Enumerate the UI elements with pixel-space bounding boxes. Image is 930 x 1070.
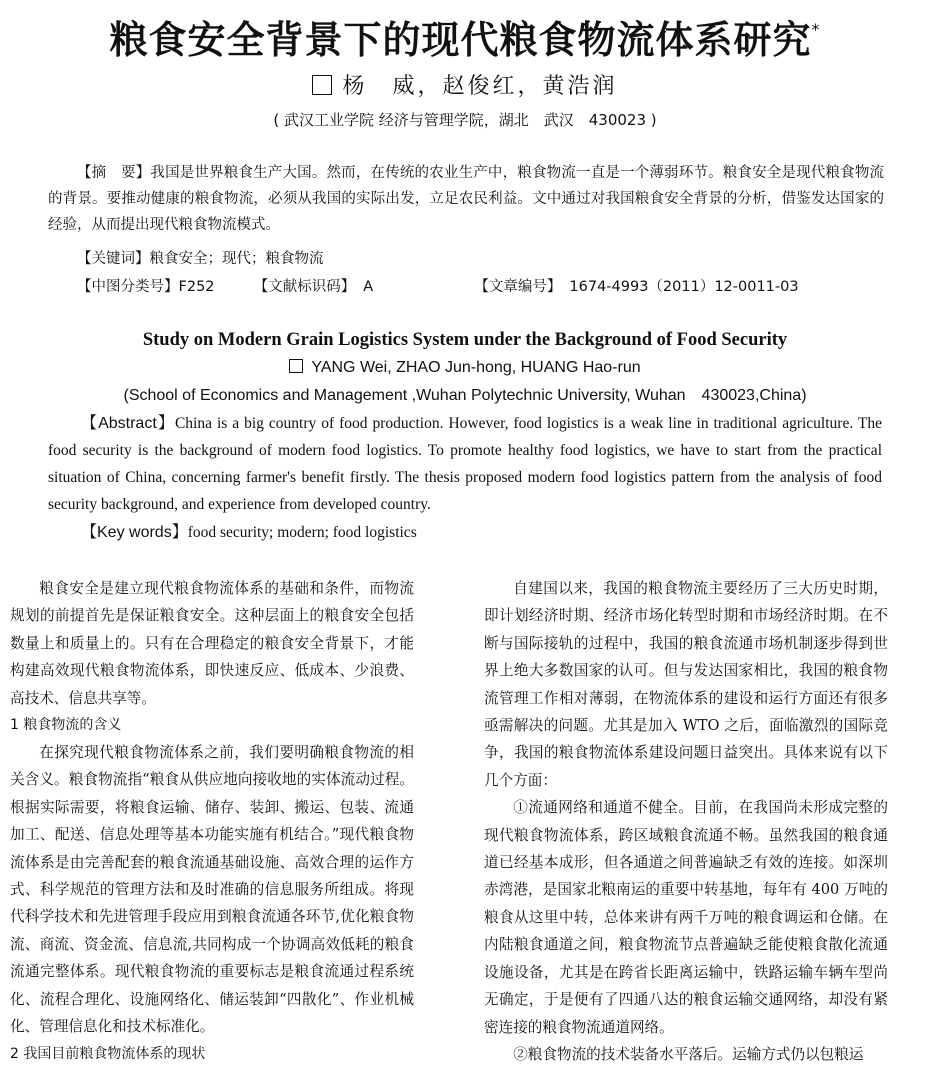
english-abstract-label: 【Abstract】	[81, 415, 175, 432]
abstract-label: 【摘 要】	[77, 165, 151, 181]
english-keywords-text: food security; modern; food logistics	[187, 524, 417, 541]
clc-label: 【中图分类号】	[77, 279, 179, 295]
affiliation: ( 武汉工业学院 经济与管理学院，湖北 武汉 430023 )	[273, 111, 657, 129]
classification-row	[48, 274, 913, 300]
title-footnote-mark: *	[811, 20, 821, 39]
body-paragraph: ②粮食物流的技术装备水平落后。运输方式仍以包粮运	[513, 1045, 864, 1063]
doc-code-label: 【文献标识码】	[253, 279, 356, 295]
english-abstract	[48, 410, 882, 518]
abstract-cn	[48, 160, 884, 238]
section-heading-1: 1 粮食物流的含义	[10, 717, 122, 734]
square-icon	[289, 359, 303, 373]
article-id-value: 1674-4993（2011）12-0011-03	[569, 279, 799, 295]
square-icon	[312, 75, 332, 95]
keywords-label: 【关键词】	[77, 251, 150, 267]
body-left-column	[10, 575, 414, 1068]
body-paragraph: 自建国以来，我国的粮食物流主要经历了三大历史时期，即计划经济时期、经济市场化转型时期和市场经济时期。在不断与国际接轨的过程中，我国的粮食流通市场机制逐步得到世界上绝大多数国家的认可。但与发达国家相比，我国的粮食物流管理工作相对薄弱，在物流体系的建设和运行方面还有很多亟需解决的问题。尤其是加入 WTO 之后，面临激烈的国际竞争，我国的粮食物流体系建设问题日益突出。具体来说有以下几个方面：	[484, 580, 888, 789]
english-abstract-text: China is a big country of food production. However, food logistics is a weak line in traditional agriculture. The food security is the background of modern food logistics. To promote healthy food logistics, we have to start from the practical situation of China, concerning farmer's benefit firstly. The thesis proposed modern food logistics pattern from the analysis of food security background, and experience from developed country.	[48, 415, 882, 513]
english-keywords	[81, 519, 417, 546]
paper-title: 粮食安全背景下的现代粮食物流体系研究*	[109, 18, 821, 62]
clc-value: F252	[178, 279, 215, 295]
body-paragraph: ①流通网络和通道不健全。目前，在我国尚未形成完整的现代粮食物流体系，跨区域粮食流通不畅。虽然我国的粮食通道已经基本成形，但各通道之间普遍缺乏有效的连接。如深圳赤湾港，是国家北粮南运的重要中转基地，每年有 400 万吨的粮食从这里中转，总体来讲有两千万吨的粮食调运和仓储。在内陆粮食通道之间，粮食物流节点普遍缺乏能使粮食散化流通设施设备，尤其是在跨省长距离运输中，铁路运输车辆车型尚无确定，于是便有了四通八达的粮食运输交通网络，却没有紧密连接的粮食物流通道网络。	[484, 799, 888, 1036]
keywords-cn	[48, 246, 913, 272]
english-keywords-label: 【Key words】	[81, 524, 188, 541]
keywords-text: 粮食安全；现代；粮食物流	[149, 251, 324, 267]
authors: 杨 威，赵俊红，黄浩润	[342, 74, 618, 99]
body-paragraph: 在探究现代粮食物流体系之前，我们要明确粮食物流的相关含义。粮食物流指“粮食从供应地向接收地的实体流动过程。根据实际需要，将粮食运输、储存、装卸、搬运、包装、流通加工、配送、信息处理等基本功能实施有机结合。”现代粮食物流体系是由完善配套的粮食流通基础设施、高效合理的运作方式、科学规范的管理方法和及时准确的信息服务所组成。将现代科学技术和先进管理手段应用到粮食流通各环节,优化粮食物流、商流、资金流、信息流,共同构成一个协调高效低耗的粮食流通完整体系。现代粮食物流的重要标志是粮食流通过程系统化、流程合理化、设施网络化、储运装卸“四散化”、作业机械化、管理信息化和技术标准化。	[10, 744, 414, 1036]
english-title: Study on Modern Grain Logistics System under the Background of Food Security	[142, 330, 788, 350]
doc-code-value: A	[363, 279, 374, 295]
english-authors: YANG Wei, ZHAO Jun-hong, HUANG Hao-run	[311, 359, 641, 376]
body-right-column	[484, 575, 888, 1068]
author-line	[0, 72, 930, 102]
body-paragraph: 粮食安全是建立现代粮食物流体系的基础和条件，而物流规划的前提首先是保证粮食安全。这种层面上的粮食安全包括数量上和质量上的。只有在合理稳定的粮食安全背景下，才能构建高效现代粮食物流体系，即快速反应、低成本、少浪费、高技术、信息共享等。	[10, 580, 414, 707]
english-affiliation: (School of Economics and Management ,Wuhan Polytechnic University, Wuhan 430023,China)	[123, 387, 807, 404]
article-id-label: 【文章编号】	[474, 279, 562, 295]
section-heading-2: 2 我国目前粮食物流体系的现状	[10, 1045, 206, 1062]
english-author-line	[0, 355, 930, 381]
abstract-text: 我国是世界粮食生产大国。然而，在传统的农业生产中，粮食物流一直是一个薄弱环节。粮食安全是现代粮食物流的背景。要推动健康的粮食物流，必须从我国的实际出发，立足农民利益。文中通过对我国粮食安全背景的分析，借鉴发达国家的经验，从而提出现代粮食物流模式。	[48, 165, 885, 233]
